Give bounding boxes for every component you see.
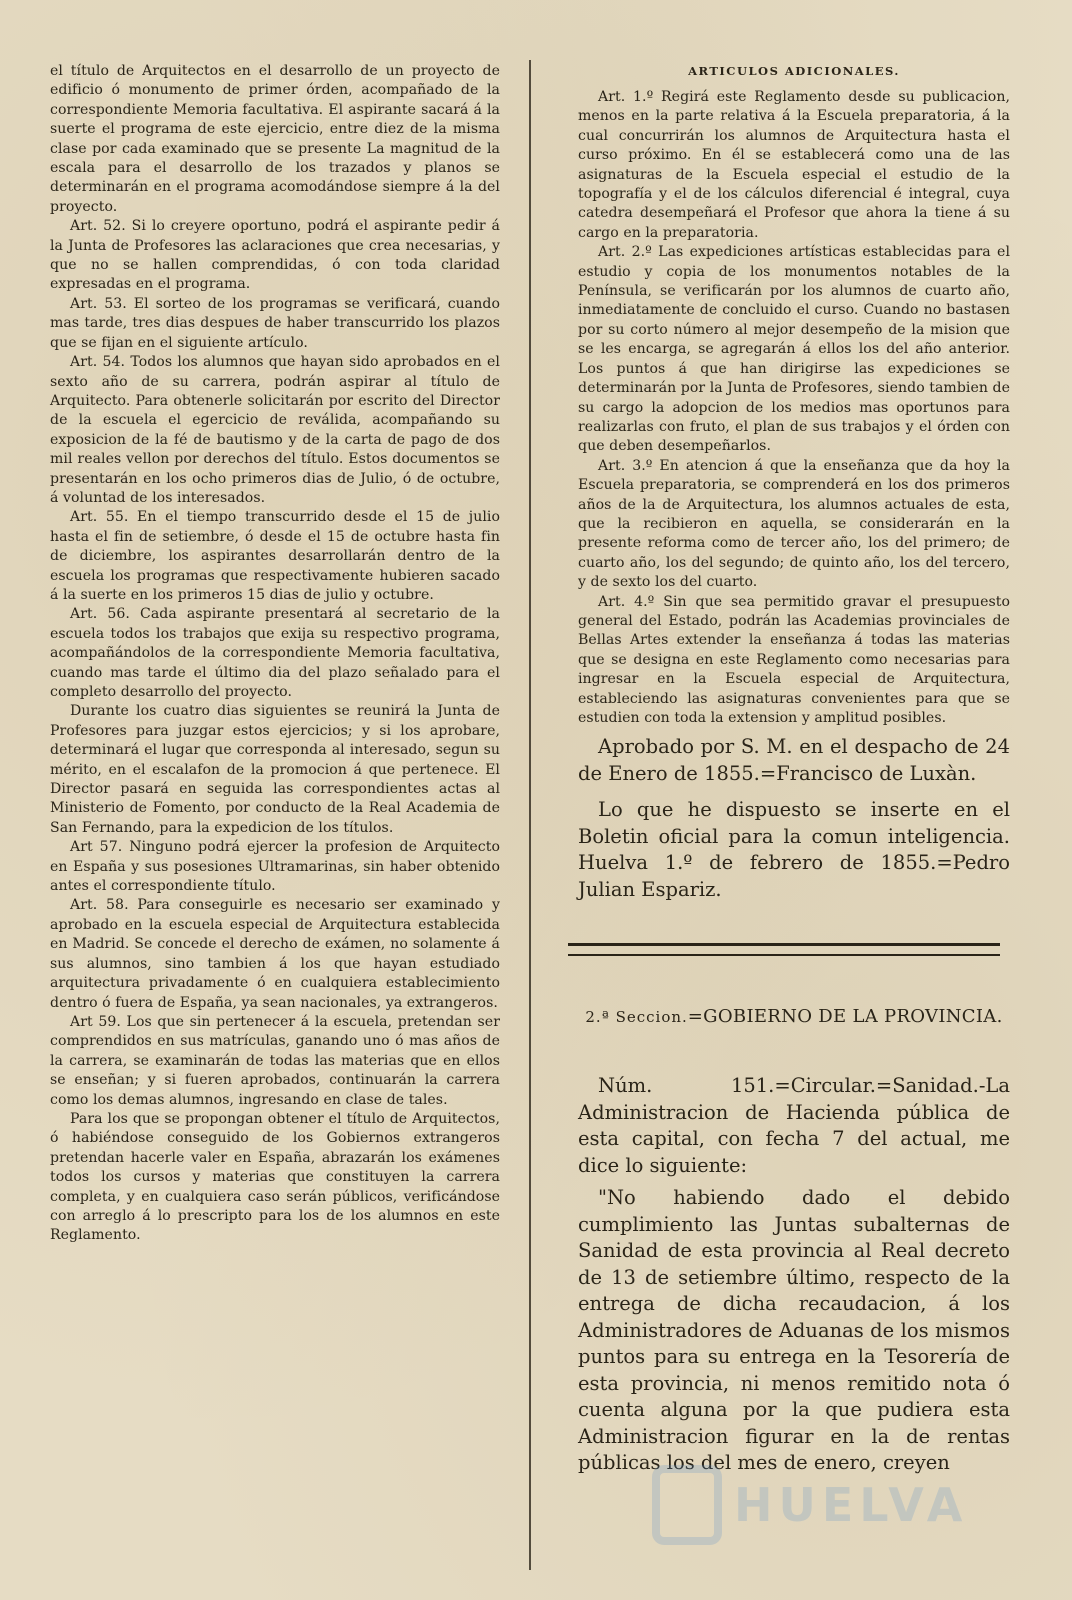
additional-article-2: Art. 2.º Las expediciones artísticas establecidas para el estudio y copia de los monumentos notables de la Península, se verificarán por los alumnos de cuarto año, inmediatamente de concluido el curso. Cuando no bastasen por su corto número al mejor desempeño de la mision que se les encarga, se agregarán á ellos los del año anterior. Los puntos á que han dirigirse las expediciones se determinarán por la Junta de Profesores, siendo tambien de su cargo la adopcion de los medios mas oportunos para realizarlas con fruto, el plan de sus trabajos y el órden con que deben desempeñarlos. [578,244,1010,455]
article-56: Art. 56. Cada aspirante presentará al secretario de la escuela todos los trabajos que exija su respectivo programa, acompañándolos de la correspondiente Memoria facultativa, cuando mas tarde el último dia del plazo señalado para el completo desarrollo del proyecto. [50,606,500,700]
section-number: 2.ª Seccion. [585,1008,688,1027]
article-59-continued: Para los que se propongan obtener el título de Arquitectos, ó habiéndose conseguido de los Gobiernos extrangeros pretendan hacerle valer en España, abrazarán los exámenes todos los cursos y materias que constituyen la carrera completa, y en cualquiera caso serán públicos, verificándose con arreglo á lo prescripto para los de los alumnos en este Reglamento. [50,1110,500,1244]
article-59: Art 59. Los que sin pertenecer á la escuela, pretendan ser comprendidos en sus matrículas, ganando uno ó mas años de la carrera, se examinarán de todas las materias que en ellos se enseñan; y si fueren aprobados, continuarán la carrera como los demas alumnos, ingresando en clase de tales. [50,1013,500,1108]
paragraph-continuation: el título de Arquitectos en el desarrollo de un proyecto de edificio ó monumento de primer órden, acompañado de la correspondiente Memoria facultativa. El aspirante sacará á la suerte el programa de este ejercicio, entre diez de la misma clase por cada examinado que se presente La magnitud de la escala para el desarrollo de los trazados y planos se determinarán en el programa acomodándose siempre á la del proyecto. [50,63,500,215]
approval-block [578,734,1010,903]
approval-text: Aprobado por S. M. en el despacho de 24 de Enero de 1855.=Francisco de Luxàn. [578,735,1010,785]
article-58: Art. 58. Para conseguirle es necesario ser examinado y aprobado en la escuela especial de Arquitectura establecida en Madrid. Se concede el derecho de exámen, no solamente á sus alumnos, sino tambien á los que hayan estudiado arquitectura privadamente ó en cualquiera establecimiento dentro ó fuera de España, ya sean nacionales, ya extrangeros. [50,897,500,1011]
section-title: =GOBIERNO DE LA PROVINCIA. [687,1006,1003,1028]
section-heading [578,1006,1010,1027]
article-52: Art. 52. Si lo creyere oportuno, podrá el aspirante pedir á la Junta de Profesores las aclaraciones que crea necesarias, y que no se hallen comprendidas, ó con toda claridad expresadas en el programa. [50,218,500,293]
additional-article-1: Art. 1.º Regirá este Reglamento desde su publicacion, menos en la parte relativa á la Escuela preparatoria, á la cual concurrirán los alumnos de Arquitectura hasta el curso próximo. En él se establecerá como una de las asignaturas de la Escuela especial el estudio de la topografía y el de los cálculos diferencial é integral, cuya catedra desempeñará el Profesor que ahora la tiene á su cargo en la preparatoria. [578,89,1010,241]
watermark-text: HUELVA [734,1478,969,1532]
article-55: Art. 55. En el tiempo transcurrido desde el 15 de julio hasta el fin de setiembre, ó desde el 15 de octubre hasta fin de diciembre, los aspirantes desarrollarán dentro de la escuela los programas que respectivamente hubieren sacado á la suerte en los primeros 15 dias de julio y octubre. [50,509,500,603]
circular-body: "No habiendo dado el debido cumplimiento las Juntas subalternas de Sanidad de esta provincia al Real decreto de 13 de setiembre último, respecto de la entrega de dicha recaudacion, á los Administradores de Aduanas de los mismos puntos para su entrega en la Tesorería de esta provincia, ni menos remitido nota ó cuenta alguna por la que pudiera esta Administracion figurar en la de rentas públicas los del mes de enero, creyen [578,1186,1010,1475]
article-53: Art. 53. El sorteo de los programas se verificará, cuando mas tarde, tres dias despues de haber transcurrido los plazos que se fijan en el siguiente artículo. [50,295,500,351]
article-54: Art. 54. Todos los alumnos que hayan sido aprobados en el sexto año de su carrera, podrán aspirar al título de Arquitecto. Para obtenerle solicitarán por escrito del Director de la escuela el egercicio de reválida, acompañando su exposicion de la fé de bautismo y de la carta de pago de dos mil reales vellon por derechos del título. Estos documentos se presentarán en los ocho primeros dias de Julio, ó de octubre, á voluntad de los interesados. [50,354,500,506]
circular-intro: Núm. 151.=Circular.=Sanidad.-La Administracion de Hacienda pública de esta capital, con fecha 7 del actual, me dice lo siguiente: [578,1074,1010,1177]
additional-articles-heading: ARTICULOS ADICIONALES. [688,64,900,78]
article-56-continued: Durante los cuatro dias siguientes se reunirá la Junta de Profesores para juzgar estos ejercicios; y si los aprobare, determinará el lugar que corresponda al interesado, segun su mérito, en el escalafon de la promocion á que pertenece. El Director pasará en seguida las correspondientes actas al Ministerio de Fomento, por conducto de la Real Academia de San Fernando, para la expedicion de los títulos. [50,703,500,836]
column-divider [529,60,531,1570]
left-column [50,62,500,1246]
additional-article-3: Art. 3.º En atencion á que la enseñanza que da hoy la Escuela preparatoria, se comprenderá en los dos primeros años de la de Arquitectura, los alumnos actuales de esta, que la recibieron en aquella, se considerarán en la presente reforma como de tercer año, los del primero; de cuarto año, los del segundo; de quinto año, los del tercero, y de sexto los del cuarto. [578,457,1010,591]
additional-article-4: Art. 4.º Sin que sea permitido gravar el presupuesto general del Estado, podrán las Academias provinciales de Bellas Artes extender la enseñanza á todas las materias que se designa en este Reglamento como necesarias para ingresar en la Escuela especial de Arquitectura, estableciendo las asignaturas convenientes para que se estudien con toda la extension y amplitud posibles. [578,593,1010,726]
watermark-logo-icon [652,1465,722,1545]
watermark [652,1450,992,1560]
circular-block [578,1073,1010,1477]
article-57: Art 57. Ninguno podrá ejercer la profesion de Arquitecto en España y sus posesiones Ultramarinas, sin haber obtenido antes el correspondiente título. [50,839,500,895]
publication-order: Lo que he dispuesto se inserte en el Boletin oficial para la comun inteligencia. Huelva 1.º de febrero de 1855.=Pedro Julian Espariz. [578,798,1010,901]
right-column [578,62,1010,1477]
additional-articles [578,88,1010,728]
section-separator [568,943,1000,956]
